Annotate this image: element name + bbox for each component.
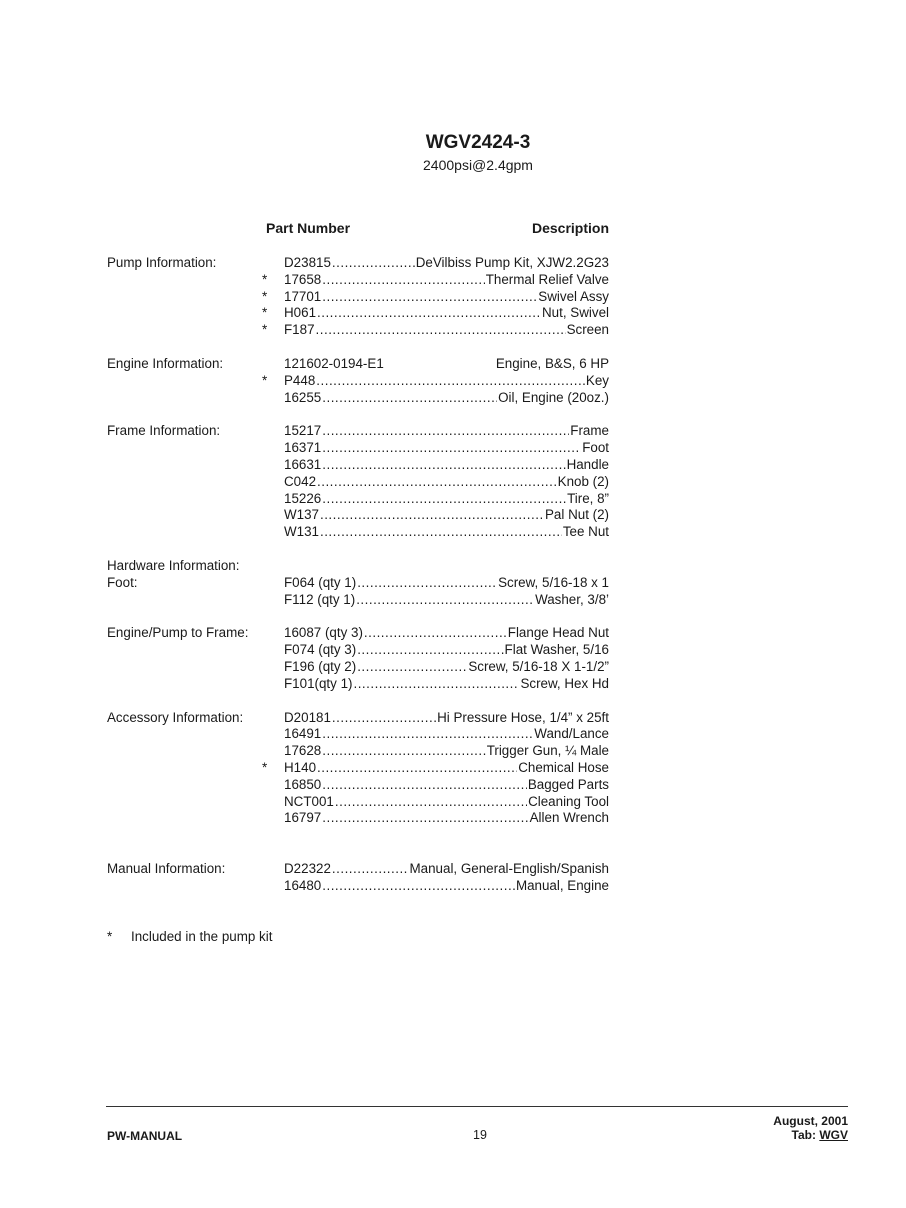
dot-leader <box>316 373 585 390</box>
part-number: F064 (qty 1) <box>284 574 357 590</box>
dot-leader <box>322 289 537 306</box>
dot-leader <box>317 760 517 777</box>
footer-manual-name: PW-MANUAL <box>107 1129 183 1143</box>
part-row <box>284 575 609 592</box>
part-description: DeVilbiss Pump Kit, XJW2.2G23 <box>415 255 609 270</box>
part-number: D23815 <box>284 255 331 270</box>
list-item <box>0 726 906 743</box>
pump-kit-marker: * <box>262 305 268 321</box>
dot-leader <box>332 255 415 272</box>
dot-leader <box>322 743 485 760</box>
list-item <box>0 861 906 878</box>
dot-leader <box>357 642 503 659</box>
footer-rule <box>106 1106 848 1107</box>
document-title: WGV2424-3 <box>425 132 531 153</box>
dot-leader <box>320 524 562 541</box>
part-row <box>284 794 609 811</box>
pump-kit-marker: * <box>262 288 268 304</box>
part-description: Nut, Swivel <box>542 305 609 321</box>
part-row <box>284 760 609 777</box>
section <box>0 710 906 828</box>
dot-leader <box>322 777 527 794</box>
list-item <box>0 743 906 760</box>
part-description: Allen Wrench <box>529 810 609 826</box>
part-row <box>284 356 609 373</box>
section-label: Manual Information: <box>107 861 226 877</box>
page-number: 19 <box>473 1128 487 1142</box>
list-item <box>0 305 906 322</box>
section <box>0 625 906 692</box>
part-row <box>284 423 609 440</box>
part-number: 15217 <box>284 423 322 439</box>
list-item <box>0 457 906 474</box>
part-description: Swivel Assy <box>538 288 609 304</box>
part-description: Washer, 3/8’ <box>535 591 609 607</box>
part-number: P448 <box>284 372 316 388</box>
dot-leader <box>364 625 507 642</box>
part-description: Manual, General-English/Spanish <box>409 861 609 877</box>
part-description: Thermal Relief Valve <box>485 271 609 287</box>
part-row <box>284 305 609 322</box>
dot-leader <box>332 710 436 727</box>
section-label: Hardware Information: <box>107 557 240 573</box>
dot-leader <box>322 810 528 827</box>
part-row <box>284 710 609 727</box>
part-number: F187 <box>284 322 315 338</box>
document-subtitle: 2400psi@2.4gpm <box>423 157 533 173</box>
section-label: Foot: <box>107 574 138 590</box>
part-number: 15226 <box>284 490 322 506</box>
section <box>0 575 906 609</box>
list-item <box>0 794 906 811</box>
section-label: Accessory Information: <box>107 709 244 725</box>
part-description: Screen <box>566 322 609 338</box>
dot-leader <box>322 390 497 407</box>
section <box>0 255 906 339</box>
part-description: Engine, B&S, 6 HP <box>495 355 609 371</box>
footnote-text: Included in the pump kit <box>131 929 273 944</box>
footnote-star: * <box>107 929 113 944</box>
part-description: Tee Nut <box>562 524 609 540</box>
part-number: D22322 <box>284 861 331 877</box>
part-description: Chemical Hose <box>518 759 609 775</box>
part-description: Handle <box>566 456 609 472</box>
parts-list <box>0 255 906 895</box>
part-row <box>284 676 609 693</box>
list-item <box>0 322 906 339</box>
part-description: Frame <box>570 423 609 439</box>
list-item <box>0 440 906 457</box>
section <box>0 423 906 541</box>
dot-leader <box>357 659 467 676</box>
dot-leader <box>356 592 534 609</box>
part-description: Cleaning Tool <box>528 793 609 809</box>
list-item <box>0 524 906 541</box>
part-description: Flange Head Nut <box>507 625 609 641</box>
part-description: Bagged Parts <box>527 776 609 792</box>
part-row <box>284 474 609 491</box>
footer-tab <box>773 1128 848 1142</box>
part-row <box>284 390 609 407</box>
part-number: 16087 (qty 3) <box>284 625 363 641</box>
part-row <box>284 289 609 306</box>
dot-leader <box>335 794 527 811</box>
section <box>0 558 906 575</box>
list-item <box>0 423 906 440</box>
part-description: Screw, 5/16-18 X 1-1/2” <box>468 658 609 674</box>
part-row <box>284 861 609 878</box>
part-number: 17658 <box>284 271 322 287</box>
part-description: Tire, 8” <box>567 490 609 506</box>
part-row <box>284 457 609 474</box>
list-item <box>0 390 906 407</box>
list-item <box>0 558 906 575</box>
list-item <box>0 777 906 794</box>
dot-leader <box>316 322 566 339</box>
section <box>0 356 906 406</box>
part-description: Oil, Engine (20oz.) <box>498 389 609 405</box>
part-number: W137 <box>284 507 319 523</box>
list-item <box>0 474 906 491</box>
part-row <box>284 659 609 676</box>
list-item <box>0 373 906 390</box>
dot-leader <box>322 423 569 440</box>
part-number: 16797 <box>284 810 322 826</box>
description-header: Description <box>531 220 609 236</box>
part-number: W131 <box>284 524 319 540</box>
part-row <box>284 625 609 642</box>
part-row <box>284 592 609 609</box>
dot-leader <box>385 356 495 373</box>
part-row <box>284 777 609 794</box>
list-item <box>0 491 906 508</box>
part-number: 16371 <box>284 440 322 456</box>
part-row <box>284 373 609 390</box>
section-label: Frame Information: <box>107 423 221 439</box>
pump-kit-marker: * <box>262 372 268 388</box>
part-row <box>284 878 609 895</box>
part-description: Wand/Lance <box>534 726 609 742</box>
dot-leader <box>322 440 581 457</box>
section-label: Pump Information: <box>107 255 217 270</box>
part-row <box>284 322 609 339</box>
part-number: 16850 <box>284 776 322 792</box>
dot-leader <box>353 676 519 693</box>
part-row <box>284 255 609 272</box>
list-item <box>0 625 906 642</box>
list-item <box>0 659 906 676</box>
list-item <box>0 878 906 895</box>
list-item <box>0 575 906 592</box>
part-number: F074 (qty 3) <box>284 642 357 658</box>
part-number: 17628 <box>284 743 322 759</box>
part-description: Foot <box>582 440 609 456</box>
part-row <box>284 272 609 289</box>
dot-leader <box>320 507 544 524</box>
list-item <box>0 760 906 777</box>
part-number: 17701 <box>284 288 322 304</box>
part-description: Knob (2) <box>557 473 609 489</box>
list-item <box>0 255 906 272</box>
dot-leader <box>322 726 533 743</box>
footer-right <box>773 1114 848 1142</box>
part-row <box>284 507 609 524</box>
dot-leader <box>317 305 541 322</box>
list-item <box>0 592 906 609</box>
part-number: NCT001 <box>284 793 334 809</box>
part-row <box>284 743 609 760</box>
dot-leader <box>317 474 557 491</box>
part-description: Screw, 5/16-18 x 1 <box>498 574 609 590</box>
section-label: Engine Information: <box>107 355 224 371</box>
part-number: 16631 <box>284 456 322 472</box>
dot-leader <box>322 457 565 474</box>
part-row <box>284 726 609 743</box>
footer-tab-value: WGV <box>819 1128 848 1142</box>
dot-leader <box>357 575 497 592</box>
dot-leader <box>322 878 515 895</box>
part-number: F196 (qty 2) <box>284 658 357 674</box>
part-number: D20181 <box>284 709 331 725</box>
part-number: 121602-0194-E1 <box>284 355 384 371</box>
part-description: Manual, Engine <box>515 877 609 893</box>
part-number: H140 <box>284 759 317 775</box>
list-item <box>0 642 906 659</box>
part-row <box>284 810 609 827</box>
dot-leader <box>322 491 566 508</box>
list-item <box>0 507 906 524</box>
part-description: Hi Pressure Hose, 1/4” x 25ft <box>437 709 609 725</box>
list-item <box>0 810 906 827</box>
section-label: Engine/Pump to Frame: <box>107 625 249 641</box>
list-item <box>0 289 906 306</box>
part-number: 16480 <box>284 877 322 893</box>
list-item <box>0 356 906 373</box>
part-number: F112 (qty 1) <box>284 591 356 607</box>
list-item <box>0 676 906 693</box>
part-description: Trigger Gun, ¼ Male <box>486 743 609 759</box>
part-number: 16255 <box>284 389 322 405</box>
part-row <box>284 524 609 541</box>
footer-date: August, 2001 <box>773 1114 848 1128</box>
part-row <box>284 642 609 659</box>
pump-kit-marker: * <box>262 759 268 775</box>
section <box>0 861 906 895</box>
footnote <box>107 929 272 944</box>
dot-leader <box>332 861 409 878</box>
list-item <box>0 272 906 289</box>
part-number: 16491 <box>284 726 322 742</box>
part-number: C042 <box>284 473 317 489</box>
part-number-header: Part Number <box>266 220 351 236</box>
pump-kit-marker: * <box>262 322 268 338</box>
part-number: F101(qty 1) <box>284 675 353 691</box>
part-description: Flat Washer, 5/16 <box>504 642 609 658</box>
part-description: Screw, Hex Hd <box>520 675 609 691</box>
part-row <box>284 440 609 457</box>
part-number: H061 <box>284 305 317 321</box>
footer-tab-label: Tab: <box>791 1128 816 1142</box>
part-description: Pal Nut (2) <box>545 507 609 523</box>
list-item <box>0 710 906 727</box>
pump-kit-marker: * <box>262 271 268 287</box>
part-description: Key <box>585 372 609 388</box>
part-row <box>284 491 609 508</box>
dot-leader <box>322 272 484 289</box>
